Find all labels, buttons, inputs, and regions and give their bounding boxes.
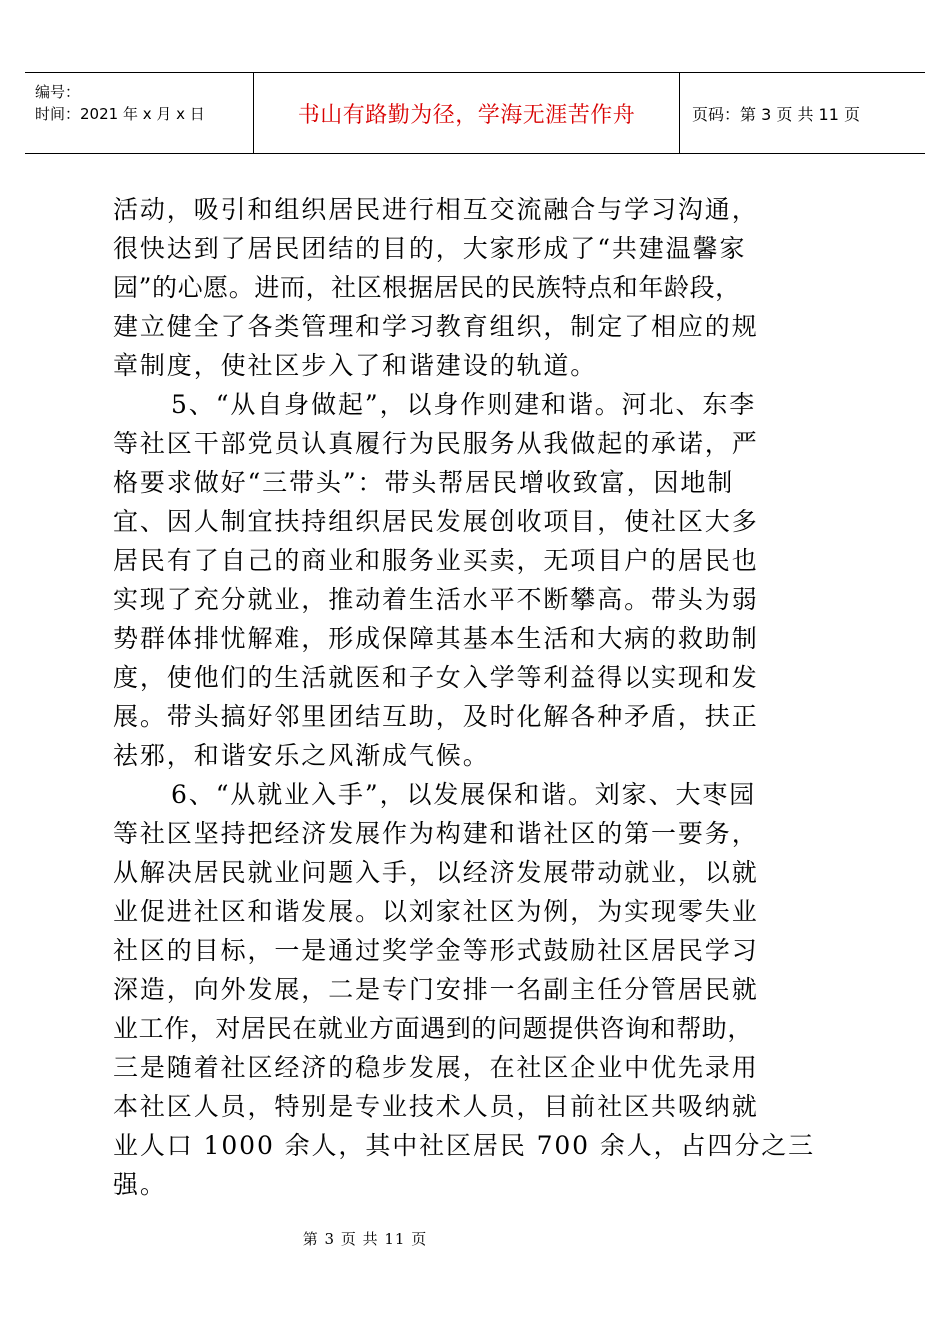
body-line: 势群体排忧解难，形成保障其基本生活和大病的救助制	[113, 624, 759, 653]
date-label: 时间：2021 年 x 月 x 日	[35, 105, 205, 123]
body-line: 度，使他们的生活就医和子女入学等利益得以实现和发	[113, 663, 759, 692]
document-header	[25, 72, 925, 154]
footer-page-number: 第 3 页 共 11 页	[302, 1230, 428, 1248]
body-line: 章制度，使社区步入了和谐建设的轨道。	[113, 351, 598, 380]
body-line: 展。带头搞好邻里团结互助，及时化解各种矛盾，扶正	[113, 702, 759, 731]
body-line: 三是随着社区经济的稳步发展，在社区企业中优先录用	[113, 1053, 759, 1082]
body-line: 强。	[113, 1170, 167, 1199]
body-line: 很快达到了居民团结的目的，大家形成了“共建温馨家	[113, 234, 747, 263]
body-line: 社区的目标，一是通过奖学金等形式鼓励社区居民学习	[113, 936, 759, 965]
paragraph-start-line: 6、“从就业入手”，以发展保和谐。刘家、大枣园	[171, 780, 757, 809]
header-page-info: 页码：第 3 页 共 11 页	[692, 104, 860, 124]
body-line: 深造，向外发展，二是专门安排一名副主任分管居民就	[113, 975, 759, 1004]
body-line: 格要求做好“三带头”：带头帮居民增收致富，因地制	[113, 468, 735, 497]
header-motto: 书山有路勤为径，学海无涯苦作舟	[297, 102, 636, 128]
body-line: 祛邪，和谐安乐之风渐成气候。	[113, 741, 490, 770]
body-line: 园”的心愿。进而，社区根据居民的民族特点和年龄段，	[113, 273, 741, 302]
body-line: 居民有了自己的商业和服务业买卖，无项目户的居民也	[113, 546, 759, 575]
document-body	[113, 190, 848, 1204]
body-line: 本社区人员，特别是专业技术人员，目前社区共吸纳就	[113, 1092, 759, 1121]
header-meta	[25, 73, 253, 153]
body-line: 业工作，对居民在就业方面遇到的问题提供咨询和帮助，	[113, 1014, 754, 1043]
paragraph-start-line: 5、“从自身做起”，以身作则建和谐。河北、东李	[171, 390, 757, 419]
body-line: 等社区坚持把经济发展作为构建和谐社区的第一要务，	[113, 819, 759, 848]
serial-number-label: 编号：	[35, 83, 81, 101]
body-line: 从解决居民就业问题入手，以经济发展带动就业，以就	[113, 858, 759, 887]
body-line: 等社区干部党员认真履行为民服务从我做起的承诺，严	[113, 429, 759, 458]
body-line: 业人口 1000 余人，其中社区居民 700 余人，占四分之三	[113, 1131, 816, 1160]
body-line: 活动，吸引和组织居民进行相互交流融合与学习沟通，	[113, 195, 759, 224]
body-line: 建立健全了各类管理和学习教育组织，制定了相应的规	[113, 312, 759, 341]
body-line: 实现了充分就业，推动着生活水平不断攀高。带头为弱	[113, 585, 759, 614]
body-line: 业促进社区和谐发展。以刘家社区为例，为实现零失业	[113, 897, 759, 926]
page-footer	[0, 1228, 950, 1249]
body-line: 宜、因人制宜扶持组织居民发展创收项目，使社区大多	[113, 507, 759, 536]
